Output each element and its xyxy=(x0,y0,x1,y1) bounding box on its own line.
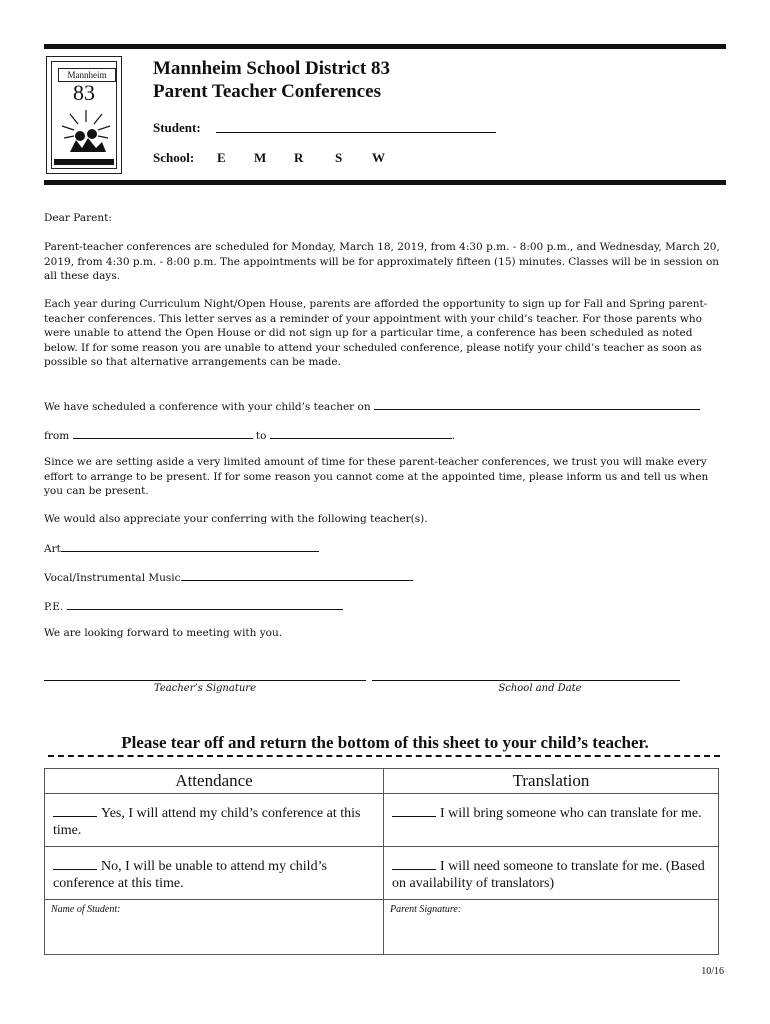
school-option-w[interactable]: W xyxy=(372,150,385,165)
pe-label: P.E. xyxy=(44,601,64,613)
pe-row xyxy=(44,598,724,615)
header-bottom-rule xyxy=(44,180,726,185)
paragraph-reminder: Each year during Curriculum Night/Open House, parents are afforded the opportunity to sign up for Fall and Spring parent-teacher conferences. This letter serves as a reminder of your appointment with your child’s teacher. For those parents who were unable to attend the Open House or did not sign up for a particular time, a conference has been scheduled as noted below. If for some reason you are unable to attend your scheduled conference, please notify your child’s teacher as soon as possible so that alternative arrangements can be made. xyxy=(44,298,708,368)
closing: We are looking forward to meeting with you. xyxy=(44,627,283,639)
logo-motto-band xyxy=(54,159,114,165)
art-label: Art xyxy=(44,543,61,555)
paragraph-teachers: We would also appreciate your conferring with the following teacher(s). xyxy=(44,513,428,525)
school-date-caption: School and Date xyxy=(498,683,582,694)
translate-bring-blank[interactable] xyxy=(392,804,436,817)
logo-frame xyxy=(51,61,117,169)
period: . xyxy=(451,430,456,442)
translate-need-option[interactable] xyxy=(384,847,719,900)
translate-need-text: I will need someone to translate for me. (Based on availability of translators) xyxy=(392,859,705,891)
attend-no-blank[interactable] xyxy=(53,857,97,870)
return-slip-table xyxy=(44,768,719,955)
school-option-m[interactable]: M xyxy=(254,150,267,165)
translate-bring-option[interactable] xyxy=(384,794,719,847)
from-time-line[interactable] xyxy=(73,427,253,439)
school-label: School: xyxy=(153,150,195,165)
greeting: Dear Parent: xyxy=(44,212,112,224)
art-teacher-line[interactable] xyxy=(61,540,319,552)
from-label: from xyxy=(44,430,70,442)
school-option-r[interactable]: R xyxy=(294,150,304,165)
header-top-rule xyxy=(44,44,726,49)
translate-bring-text: I will bring someone who can translate for me. xyxy=(440,806,702,821)
parent-signature-field[interactable] xyxy=(384,900,719,955)
document-title: Parent Teacher Conferences xyxy=(153,81,381,102)
parent-signature-field-label: Parent Signature: xyxy=(390,904,462,915)
attend-yes-option[interactable] xyxy=(45,794,384,847)
district-logo xyxy=(46,56,122,174)
conference-date-line[interactable] xyxy=(374,398,700,410)
pe-teacher-line[interactable] xyxy=(67,598,343,610)
to-label: to xyxy=(255,430,267,442)
attend-no-text: No, I will be unable to attend my child’s conference at this time. xyxy=(53,859,327,891)
form-code: 10/16 xyxy=(701,966,724,977)
art-row xyxy=(44,540,724,557)
student-name-field-label: Name of Student: xyxy=(51,904,121,915)
tear-off-instruction: Please tear off and return the bottom of this sheet to your child’s teacher. xyxy=(121,733,649,752)
translate-need-blank[interactable] xyxy=(392,857,436,870)
student-label: Student: xyxy=(153,120,201,135)
music-label: Vocal/Instrumental Music xyxy=(44,572,181,584)
school-date-line[interactable] xyxy=(372,680,680,681)
school-option-e[interactable]: E xyxy=(217,150,226,165)
translation-header: Translation xyxy=(384,769,719,794)
scheduled-text: We have scheduled a conference with your child’s teacher on xyxy=(44,401,371,413)
attendance-header: Attendance xyxy=(45,769,384,794)
student-name-field[interactable] xyxy=(45,900,384,955)
attend-no-option[interactable] xyxy=(45,847,384,900)
school-option-s[interactable]: S xyxy=(335,150,343,165)
student-name-line[interactable] xyxy=(216,121,496,133)
logo-number: 83 xyxy=(73,80,95,105)
scheduled-row xyxy=(44,398,724,415)
logo-name: Mannheim xyxy=(58,68,116,82)
logo-sun-icon xyxy=(58,108,114,154)
district-title: Mannheim School District 83 xyxy=(153,58,390,79)
teacher-signature-line[interactable] xyxy=(44,680,366,681)
tear-off-dashed-line xyxy=(48,755,720,757)
attend-yes-blank[interactable] xyxy=(53,804,97,817)
to-time-line[interactable] xyxy=(270,427,452,439)
music-teacher-line[interactable] xyxy=(181,569,413,581)
time-row xyxy=(44,427,724,444)
paragraph-dates: Parent-teacher conferences are scheduled for Monday, March 18, 2019, from 4:30 p.m. - 8:00 p.m., and Wednesday, March 20, 2019, from 4:30 p.m. - 8:00 p.m. The appointments will be for approximately fifteen (15) minutes. Classes will be in session on all these days. xyxy=(44,241,720,282)
paragraph-arrange: Since we are setting aside a very limited amount of time for these parent-teacher conferences, we trust you will make every effort to arrange to be present. If for some reason you cannot come at the appointed time, please inform us and tell us when you can be present. xyxy=(44,456,709,497)
attend-yes-text: Yes, I will attend my child’s conference at this time. xyxy=(53,806,361,838)
music-row xyxy=(44,569,724,586)
teacher-signature-caption: Teacher’s Signature xyxy=(153,683,256,694)
